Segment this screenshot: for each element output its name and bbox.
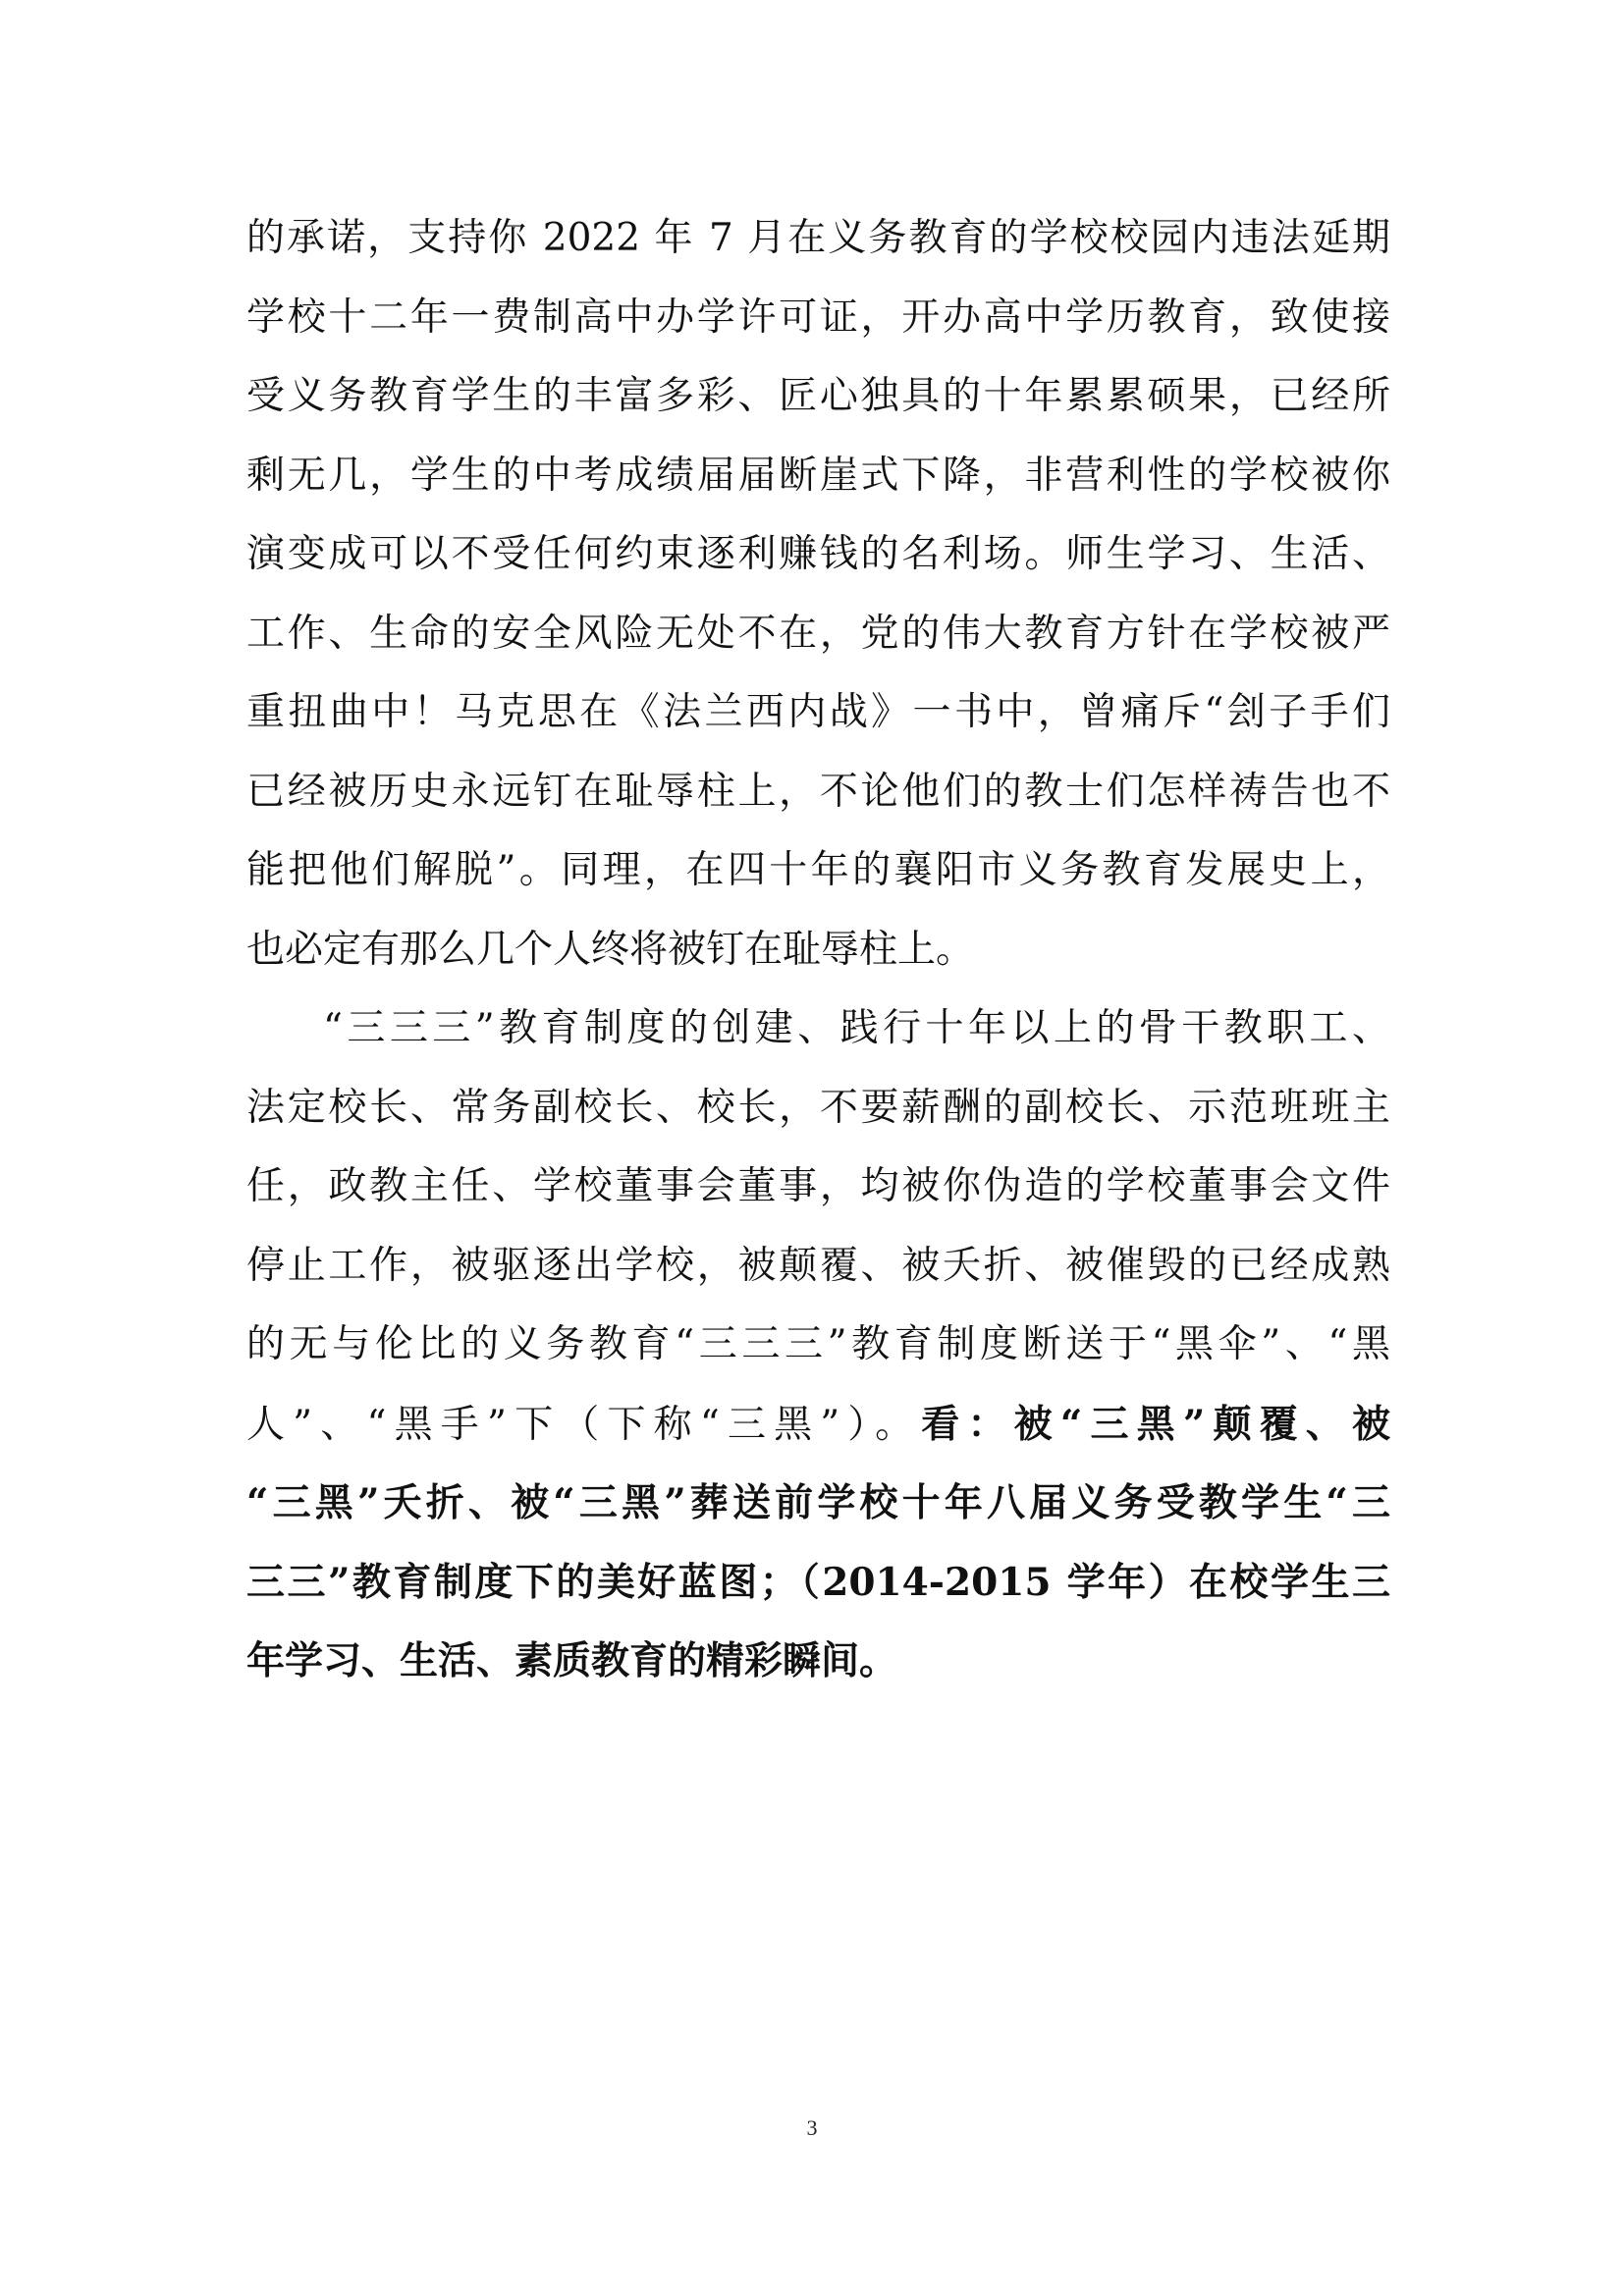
- text-line: 任，政教主任、学校董事会董事，均被你伪造的学校董事会文件: [246, 1164, 1390, 1208]
- bold-text-line: 年学习、生活、素质教育的精彩瞬间。: [246, 1638, 898, 1683]
- bold-text-line: “三黑”夭折、被“三黑”葬送前学校十年八届义务受教学生“三: [246, 1480, 1390, 1525]
- text-line: 停止工作，被驱逐出学校，被颠覆、被夭折、被催毁的已经成熟: [246, 1243, 1390, 1288]
- text-line: 能把他们解脱”。同理，在四十年的襄阳市义务教育发展史上，: [246, 848, 1390, 892]
- text-line: 受义务教育学生的丰富多彩、匠心独具的十年累累硕果，已经所: [246, 374, 1390, 418]
- text-segment: 人”、“黑手”下（下称“三黑”）。: [246, 1402, 922, 1447]
- page-number: 3: [806, 2115, 818, 2140]
- text-line: 学校十二年一费制高中办学许可证，开办高中学历教育，致使接: [246, 294, 1390, 340]
- bold-text-line: 三三”教育制度下的美好蓝图；（2014-2015 学年）在校学生三: [246, 1559, 1390, 1605]
- text-line: 的无与伦比的义务教育“三三三”教育制度断送于“黑伞”、“黑: [246, 1322, 1390, 1366]
- text-line: 也必定有那么几个人终将被钉在耻辱柱上。: [246, 927, 975, 972]
- text-line: 剩无几，学生的中考成绩届届断崖式下降，非营利性的学校被你: [246, 453, 1390, 498]
- text-line: 的承诺，支持你 2022 年 7 月在义务教育的学校校园内违法延期: [246, 216, 1390, 260]
- paragraph-2: [246, 989, 1390, 1701]
- mixed-text-line: [246, 1385, 1390, 1465]
- text-line: 已经被历史永远钉在耻辱柱上，不论他们的教士们怎样祷告也不: [246, 769, 1390, 814]
- text-line: 法定校长、常务副校长、校长，不要薪酬的副校长、示范班班主: [246, 1085, 1390, 1130]
- text-line: 演变成可以不受任何约束逐利赚钱的名利场。师生学习、生活、: [246, 532, 1390, 576]
- text-line: 重扭曲中！马克思在《法兰西内战》一书中，曾痛斥“刽子手们: [246, 690, 1390, 734]
- paragraph-1: [246, 199, 1390, 989]
- text-line: “三三三”教育制度的创建、践行十年以上的骨干教职工、: [323, 1006, 1390, 1050]
- body-text: [246, 199, 1390, 1701]
- bold-text-segment: 看：被“三黑”颠覆、被: [921, 1401, 1390, 1447]
- text-line: 工作、生命的安全风险无处不在，党的伟大教育方针在学校被严: [246, 611, 1390, 656]
